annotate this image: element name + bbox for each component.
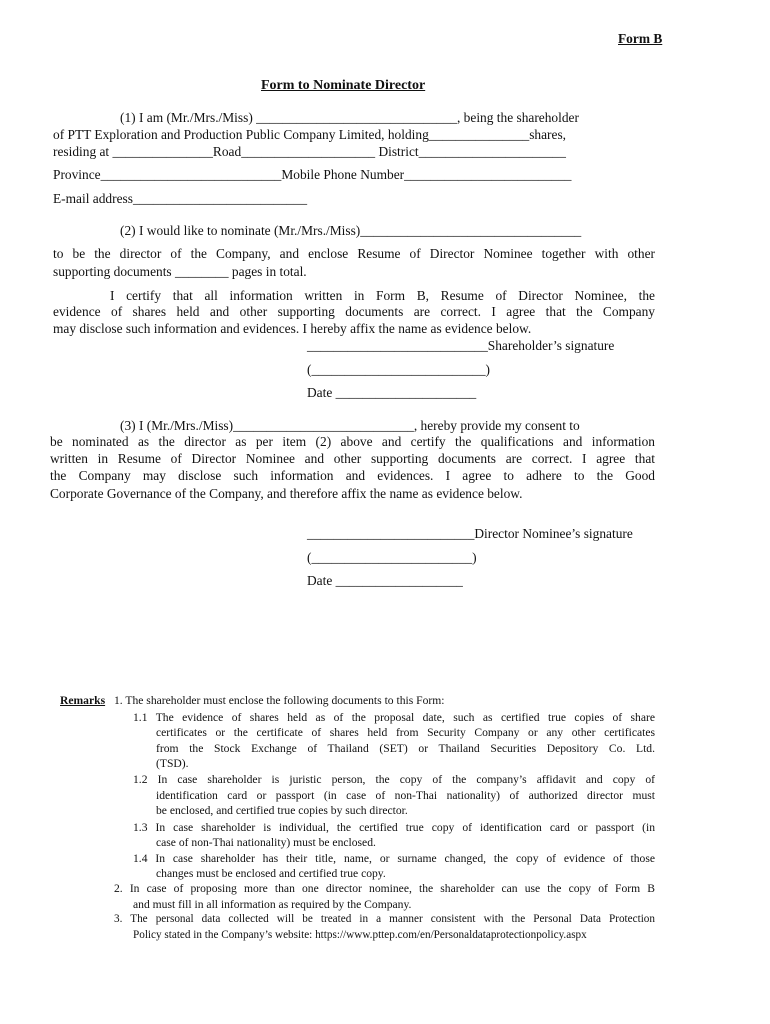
remark-item-1-2: 1.2 In case shareholder is juristic person, the copy of the company’s affidavit and copy of <box>133 773 655 786</box>
section1-line1: (1) I am (Mr./Mrs./Miss) ______________________________, being the shareholder <box>120 110 579 125</box>
remark-item-3-cont: Policy stated in the Company’s website: https://www.pttep.com/en/Personaldataprotectionpolicy.aspx <box>133 929 587 941</box>
section3-line4: the Company may disclose such information and evidences. I agree to adhere to the Good <box>50 468 655 483</box>
remark-item-1-3-cont: case of non-Thai nationality) must be enclosed. <box>156 836 376 849</box>
section3-line3: written in Resume of Director Nominee and other supporting documents are correct. I agree that <box>50 451 655 466</box>
remark-item-1-1-cont: certificates or the certificate of shares held from Security Company or any other certificates <box>156 726 655 739</box>
remark-item-1-1-cont: (TSD). <box>156 757 189 770</box>
remark-item-1-2-cont: be enclosed, and certified true copies by such director. <box>156 804 408 817</box>
certify-line1: I certify that all information written in Form B, Resume of Director Nominee, the <box>110 288 655 303</box>
page-title: Form to Nominate Director <box>261 78 426 93</box>
remark-item-2: 2. In case of proposing more than one director nominee, the shareholder can use the copy of Form B <box>114 882 655 895</box>
remark-item-2-cont: and must fill in all information as required by the Company. <box>133 898 412 911</box>
remark-item-1: 1. The shareholder must enclose the following documents to this Form: <box>114 694 445 707</box>
section1-line2: of PTT Exploration and Production Public Company Limited, holding_______________shares, <box>53 127 567 142</box>
nominee-name-paren: (________________________) <box>307 550 477 565</box>
nominee-date: Date ___________________ <box>307 573 463 588</box>
section3-line2: be nominated as the director as per item (2) above and certify the qualifications and information <box>50 434 655 449</box>
shareholder-date: Date _____________________ <box>307 385 477 400</box>
section3-line1: (3) I (Mr./Mrs./Miss)___________________________, hereby provide my consent to <box>120 418 580 433</box>
remarks-label: Remarks <box>60 694 106 707</box>
remark-item-1-4: 1.4 In case shareholder has their title, name, or surname changed, the copy of evidence of those <box>133 852 655 865</box>
shareholder-signature-line: ___________________________Shareholder’s signature <box>307 338 615 353</box>
section2-line3: supporting documents ________ pages in total. <box>53 264 307 279</box>
section1-line3: residing at _______________Road____________________ District______________________ <box>53 144 566 159</box>
section2-line1: (2) I would like to nominate (Mr./Mrs./Miss)_________________________________ <box>120 223 582 238</box>
certify-line3: may disclose such information and evidences. I hereby affix the name as evidence below. <box>53 321 532 336</box>
section2-line2: to be the director of the Company, and enclose Resume of Director Nominee together with other <box>53 246 655 261</box>
certify-line2: evidence of shares held and other supporting documents are correct. I agree that the Company <box>53 304 655 319</box>
section1-line5: E-mail address__________________________ <box>53 191 308 206</box>
section3-line5: Corporate Governance of the Company, and therefore affix the name as evidence below. <box>50 486 523 501</box>
form-label: Form B <box>618 31 663 46</box>
remark-item-1-1-cont: from the Stock Exchange of Thailand (SET) or Thailand Securities Depository Co. Ltd. <box>156 742 655 755</box>
shareholder-name-paren: (__________________________) <box>307 362 490 377</box>
remark-item-1-1: 1.1 The evidence of shares held as of the proposal date, such as certified true copies of share <box>133 711 655 724</box>
remark-item-1-4-cont: changes must be enclosed and certified true copy. <box>156 867 386 880</box>
remark-item-1-2-cont: identification card or passport (in case of non-Thai nationality) of authorized director must <box>156 789 655 802</box>
section1-line4: Province___________________________Mobile Phone Number_________________________ <box>53 167 572 182</box>
nominee-signature-line: _________________________Director Nominee’s signature <box>307 526 633 541</box>
remark-item-1-3: 1.3 In case shareholder is individual, the certified true copy of identification card or passport (in <box>133 821 655 834</box>
remark-item-3: 3. The personal data collected will be treated in a manner consistent with the Personal Data Protection <box>114 913 655 925</box>
